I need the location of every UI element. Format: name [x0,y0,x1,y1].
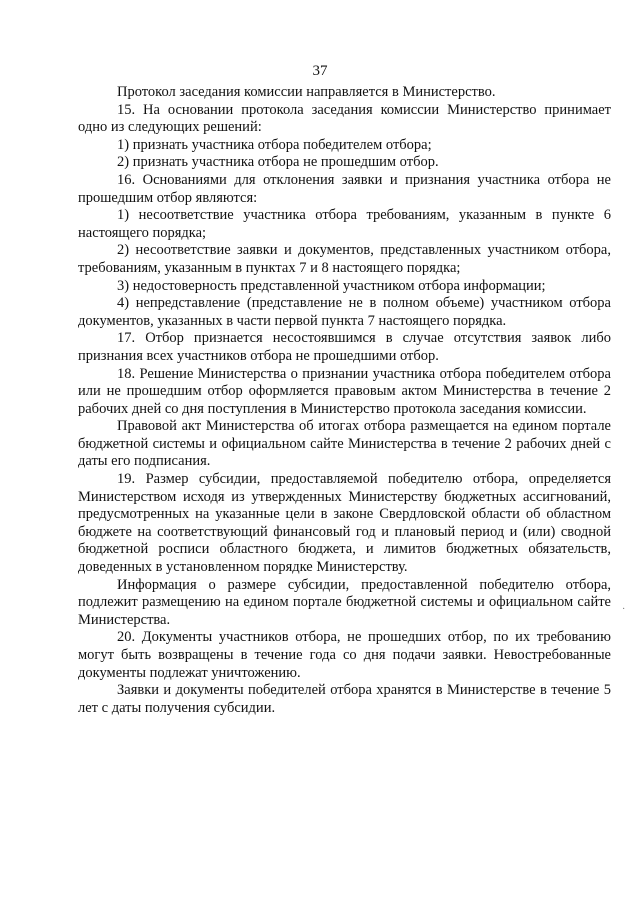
paragraph-16-item-2: 2) несоответствие заявки и документов, представленных участником отбора, требованиям, указанным в пунктах 7 и 8 настоящего порядка; [78,242,611,276]
paragraph-20-storage: Заявки и документы победителей отбора хранятся в Министерстве в течение 5 лет с даты получения субсидии. [78,682,611,716]
paragraph-protocol-sent: Протокол заседания комиссии направляется в Министерство. [117,84,496,100]
paragraph-18: 18. Решение Министерства о признании участника отбора победителем отбора или не прошедшим отбор оформляется правовым актом Министерства в течение 2 рабочих дней со дня поступления в Министерство протокола заседания комиссии. [78,365,611,417]
paragraph-16-item-4: 4) непредставление (представление не в полном объеме) участником отбора документов, указанных в части первой пункта 7 настоящего порядка. [78,295,611,329]
paragraph-18-legal-act: Правовой акт Министерства об итогах отбора размещается на едином портале бюджетной системы и официальном сайте Министерства в течение 2 рабочих дней с даты его подписания. [78,418,611,470]
page-number: 37 [312,63,328,79]
paragraph-16-item-1: 1) несоответствие участника отбора требованиям, указанным в пункте 6 настоящего порядка; [78,207,611,241]
paragraph-19: 19. Размер субсидии, предоставляемой победителю отбора, определяется Министерством исходя из утвержденных Министерству бюджетных ассигнований, предусмотренных на указанные цели в законе Свердловской области об областном бюджете на соответствующий финансовый год и плановый период и (или) сводной бюджетной росписи областного бюджета, и лимитов бюджетных обязательств, доведенных в установленном порядке Министерству. [78,471,611,576]
paragraph-17: 17. Отбор признается несостоявшимся в случае отсутствия заявок либо признания всех участников отбора не прошедшими отбор. [78,330,611,364]
paragraph-16-item-3: 3) недостоверность представленной участником отбора информации; [117,277,546,294]
paragraph-15: 15. На основании протокола заседания комиссии Министерство принимает одно из следующих решений: [78,101,611,136]
paragraph-19-information: Информация о размере субсидии, предоставленной победителю отбора, подлежит размещению на едином портале бюджетной системы и официальном сайте Министерства. [78,576,611,628]
paragraph-15-option-1: 1) признать участника отбора победителем отбора; [117,136,432,153]
paragraph-15-option-2: 2) признать участника отбора не прошедшим отбор. [117,154,439,171]
document-body [78,84,611,717]
paragraph-16: 16. Основаниями для отклонения заявки и признания участника отбора не прошедшим отбор являются: [78,171,611,206]
paragraph-20: 20. Документы участников отбора, не прошедших отбор, по их требованию могут быть возвращены в течение года со дня подачи заявки. Невостребованные документы подлежат уничтожению. [78,629,611,681]
margin-mark: · [622,604,626,615]
